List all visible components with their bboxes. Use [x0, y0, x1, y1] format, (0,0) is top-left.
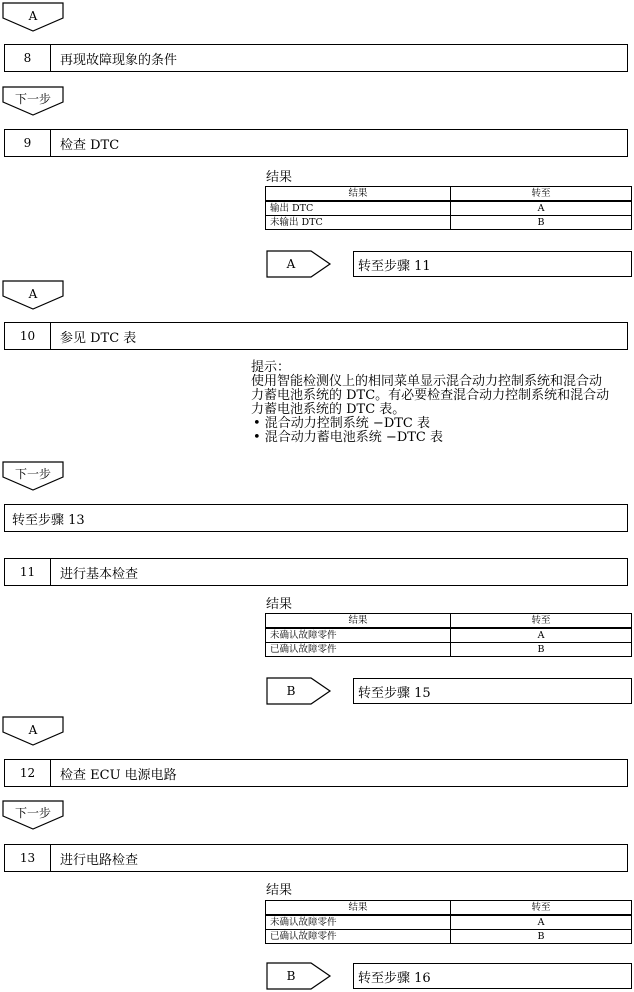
table-cell: 未输出 DTC	[266, 216, 451, 230]
result-label: 结果	[266, 597, 293, 612]
table-row	[266, 216, 632, 230]
hint-bullet: • 混合动力蓄电池系统 −DTC 表	[253, 430, 443, 445]
step-9	[4, 129, 628, 157]
table-header: 结果	[266, 187, 451, 202]
table-row	[266, 643, 632, 657]
hint-line: 使用智能检测仪上的相同菜单显示混合动力控制系统和混合动	[251, 374, 603, 389]
table-cell: 未确认故障零件	[266, 915, 451, 930]
step-title: 进行基本检查	[60, 566, 139, 582]
table-header: 转至	[451, 614, 632, 629]
flow-next-label: 下一步	[14, 806, 51, 820]
table-cell: A	[451, 201, 632, 216]
step-title: 进行电路检查	[60, 852, 139, 868]
table-header: 结果	[266, 614, 451, 629]
table-cell: 未确认故障零件	[266, 628, 451, 643]
jump-target: 转至步骤 16	[353, 963, 632, 989]
flow-next-label: 下一步	[14, 467, 51, 481]
step-12	[4, 759, 628, 787]
step-title: 再现故障现象的条件	[60, 52, 178, 68]
table-cell: B	[451, 216, 632, 230]
result-table-step-13	[265, 900, 632, 944]
flow-next-2	[2, 461, 64, 491]
table-row	[266, 201, 632, 216]
step-number: 9	[5, 130, 51, 156]
table-header: 结果	[266, 901, 451, 916]
jump-tag-label: B	[286, 969, 296, 983]
flow-connector-label: A	[28, 723, 38, 737]
result-label: 结果	[266, 170, 293, 185]
step-title: 检查 ECU 电源电路	[60, 767, 177, 783]
flow-connector-a-top	[2, 2, 64, 32]
goto-step-13: 转至步骤 13	[4, 504, 628, 532]
jump-arrow-tag	[266, 962, 332, 990]
step-13	[4, 844, 628, 872]
step-number: 8	[5, 45, 51, 71]
flow-next-1	[2, 86, 64, 116]
jump-arrow-tag	[266, 677, 332, 705]
jump-tag-label: A	[286, 257, 296, 271]
table-row	[266, 628, 632, 643]
step-title: 检查 DTC	[60, 137, 120, 153]
flow-connector-a	[2, 716, 64, 746]
table-cell: B	[451, 930, 632, 944]
flow-connector-label: A	[28, 287, 38, 301]
result-label: 结果	[266, 883, 293, 898]
flow-connector-a	[2, 280, 64, 310]
step-number: 13	[5, 845, 51, 871]
hint-line: 力蓄电池系统的 DTC 表。	[251, 402, 406, 417]
flow-next-label: 下一步	[14, 92, 51, 106]
hint-block	[251, 361, 631, 445]
table-cell: B	[451, 643, 632, 657]
table-row	[266, 930, 632, 944]
table-header: 转至	[451, 187, 632, 202]
hint-title: 提示：	[251, 360, 291, 375]
result-table-step-9	[265, 186, 632, 230]
table-cell: A	[451, 915, 632, 930]
step-10	[4, 322, 628, 350]
step-8	[4, 44, 628, 72]
table-row	[266, 915, 632, 930]
jump-tag-label: B	[286, 684, 296, 698]
flow-connector-label: A	[28, 9, 38, 23]
table-cell: A	[451, 628, 632, 643]
table-cell: 输出 DTC	[266, 201, 451, 216]
step-number: 10	[5, 323, 51, 349]
result-table-step-11	[265, 613, 632, 657]
step-11	[4, 558, 628, 586]
step-number: 11	[5, 559, 51, 585]
jump-arrow-tag	[266, 250, 332, 278]
table-cell: 已确认故障零件	[266, 930, 451, 944]
jump-target: 转至步骤 11	[353, 251, 632, 277]
jump-target: 转至步骤 15	[353, 678, 632, 704]
hint-line: 力蓄电池系统的 DTC。有必要检查混合动力控制系统和混合动	[251, 388, 610, 403]
table-header: 转至	[451, 901, 632, 916]
step-title: 参见 DTC 表	[60, 330, 137, 346]
flow-next-3	[2, 800, 64, 830]
table-cell: 已确认故障零件	[266, 643, 451, 657]
step-number: 12	[5, 760, 51, 786]
hint-bullet: • 混合动力控制系统 −DTC 表	[253, 416, 430, 431]
